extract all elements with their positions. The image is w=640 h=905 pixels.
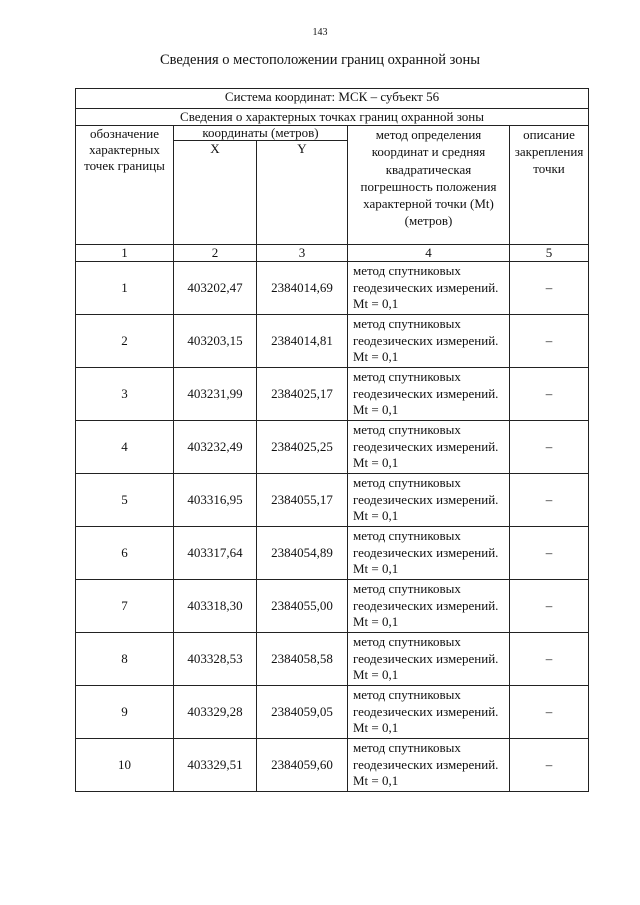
y-coordinate-text: 2384014,69 <box>271 280 333 295</box>
description-text: – <box>545 280 553 295</box>
column-number: 4 <box>348 245 510 262</box>
method-text: метод спутниковых геодезических измерений. Mt = 0,1 <box>353 316 499 365</box>
description-text: – <box>545 651 553 666</box>
method-text: метод спутниковых геодезических измерений. Mt = 0,1 <box>353 422 499 471</box>
description-text: – <box>545 545 553 560</box>
y-coordinate-text: 2384054,89 <box>271 545 333 560</box>
table-row <box>76 527 589 580</box>
table-row <box>76 633 589 686</box>
y-coordinate-cell <box>257 262 348 315</box>
table-row <box>76 421 589 474</box>
description-cell <box>510 368 589 421</box>
description-text: – <box>545 757 553 772</box>
method-text: метод спутниковых геодезических измерений. Mt = 0,1 <box>353 263 499 312</box>
column-number: 5 <box>510 245 589 262</box>
x-coordinate-cell <box>174 474 257 527</box>
column-number-row <box>76 245 589 262</box>
point-number-text: 10 <box>118 757 131 772</box>
method-cell <box>348 262 510 315</box>
method-text: метод спутниковых геодезических измерений. Mt = 0,1 <box>353 740 499 789</box>
method-cell <box>348 527 510 580</box>
description-text: – <box>545 492 553 507</box>
page-number: 143 <box>312 27 328 38</box>
x-coordinate-cell <box>174 368 257 421</box>
table-row <box>76 315 589 368</box>
table-row <box>76 368 589 421</box>
method-cell <box>348 474 510 527</box>
column-header-row <box>76 126 589 141</box>
description-cell <box>510 315 589 368</box>
header-point-designation: обозначение характерных точек границы <box>76 126 174 245</box>
point-number-text: 4 <box>121 439 128 454</box>
point-number-cell <box>76 368 174 421</box>
method-cell <box>348 633 510 686</box>
point-number-text: 1 <box>121 280 128 295</box>
table-row <box>76 686 589 739</box>
point-number-text: 2 <box>121 333 128 348</box>
description-cell <box>510 527 589 580</box>
point-number-cell <box>76 315 174 368</box>
method-cell <box>348 315 510 368</box>
header-x: X <box>174 141 257 245</box>
method-cell <box>348 368 510 421</box>
table-body <box>76 89 589 792</box>
y-coordinate-text: 2384059,60 <box>271 757 333 772</box>
x-coordinate-text: 403203,15 <box>187 333 243 348</box>
point-number-cell <box>76 633 174 686</box>
method-cell <box>348 739 510 792</box>
description-cell <box>510 633 589 686</box>
point-number-cell <box>76 580 174 633</box>
method-text: метод спутниковых геодезических измерений. Mt = 0,1 <box>353 687 499 736</box>
x-coordinate-cell <box>174 527 257 580</box>
method-text: метод спутниковых геодезических измерений. Mt = 0,1 <box>353 528 499 577</box>
column-number: 1 <box>76 245 174 262</box>
point-number-text: 5 <box>121 492 128 507</box>
method-cell <box>348 580 510 633</box>
x-coordinate-text: 403329,51 <box>187 757 243 772</box>
y-coordinate-text: 2384055,17 <box>271 492 333 507</box>
column-number: 2 <box>174 245 257 262</box>
x-coordinate-cell <box>174 739 257 792</box>
x-coordinate-text: 403202,47 <box>187 280 243 295</box>
y-coordinate-text: 2384025,25 <box>271 439 333 454</box>
point-number-cell <box>76 527 174 580</box>
y-coordinate-cell <box>257 686 348 739</box>
x-coordinate-cell <box>174 315 257 368</box>
description-cell <box>510 739 589 792</box>
y-coordinate-cell <box>257 739 348 792</box>
y-coordinate-cell <box>257 421 348 474</box>
system-header-row <box>76 89 589 109</box>
x-coordinate-text: 403316,95 <box>187 492 243 507</box>
x-coordinate-cell <box>174 421 257 474</box>
header-y: Y <box>257 141 348 245</box>
header-description: описание закрепления точки <box>510 126 589 245</box>
point-number-text: 9 <box>121 704 128 719</box>
coordinate-system-header: Система координат: МСК – субъект 56 <box>76 89 589 109</box>
method-text: метод спутниковых геодезических измерений. Mt = 0,1 <box>353 369 499 418</box>
x-coordinate-text: 403231,99 <box>187 386 243 401</box>
x-coordinate-text: 403318,30 <box>187 598 243 613</box>
description-cell <box>510 474 589 527</box>
description-cell <box>510 262 589 315</box>
document-title: Сведения о местоположении границ охранной зоны <box>159 52 480 68</box>
section-header-row <box>76 109 589 126</box>
x-coordinate-text: 403328,53 <box>187 651 243 666</box>
description-cell <box>510 686 589 739</box>
method-cell <box>348 686 510 739</box>
column-number: 3 <box>257 245 348 262</box>
point-number-text: 6 <box>121 545 128 560</box>
point-number-text: 8 <box>121 651 128 666</box>
point-number-cell <box>76 474 174 527</box>
description-text: – <box>545 333 553 348</box>
table-row <box>76 739 589 792</box>
point-number-cell <box>76 739 174 792</box>
x-coordinate-text: 403317,64 <box>187 545 243 560</box>
y-coordinate-text: 2384025,17 <box>271 386 333 401</box>
y-coordinate-cell <box>257 368 348 421</box>
x-coordinate-cell <box>174 633 257 686</box>
table-row <box>76 474 589 527</box>
description-text: – <box>545 598 553 613</box>
table-row <box>76 580 589 633</box>
y-coordinate-text: 2384059,05 <box>271 704 333 719</box>
point-number-text: 3 <box>121 386 128 401</box>
method-text: метод спутниковых геодезических измерений. Mt = 0,1 <box>353 581 499 630</box>
y-coordinate-cell <box>257 474 348 527</box>
point-number-cell <box>76 262 174 315</box>
description-text: – <box>545 439 553 454</box>
y-coordinate-text: 2384014,81 <box>271 333 333 348</box>
x-coordinate-text: 403232,49 <box>187 439 243 454</box>
x-coordinate-cell <box>174 686 257 739</box>
description-text: – <box>545 386 553 401</box>
description-cell <box>510 580 589 633</box>
y-coordinate-cell <box>257 527 348 580</box>
y-coordinate-text: 2384055,00 <box>271 598 333 613</box>
method-text: метод спутниковых геодезических измерений. Mt = 0,1 <box>353 475 499 524</box>
x-coordinate-cell <box>174 580 257 633</box>
point-number-text: 7 <box>121 598 128 613</box>
point-number-cell <box>76 686 174 739</box>
table-row <box>76 262 589 315</box>
boundary-points-table <box>75 88 589 792</box>
y-coordinate-cell <box>257 633 348 686</box>
y-coordinate-cell <box>257 315 348 368</box>
point-number-cell <box>76 421 174 474</box>
y-coordinate-cell <box>257 580 348 633</box>
section-header: Сведения о характерных точках границ охранной зоны <box>76 109 589 126</box>
header-method: метод определения координат и средняя квадратическая погрешность положения характерной точки (Mt) (метров) <box>348 126 510 245</box>
x-coordinate-cell <box>174 262 257 315</box>
description-text: – <box>545 704 553 719</box>
header-coordinates: координаты (метров) <box>174 126 348 141</box>
method-text: метод спутниковых геодезических измерений. Mt = 0,1 <box>353 634 499 683</box>
y-coordinate-text: 2384058,58 <box>271 651 333 666</box>
description-cell <box>510 421 589 474</box>
x-coordinate-text: 403329,28 <box>187 704 243 719</box>
method-cell <box>348 421 510 474</box>
